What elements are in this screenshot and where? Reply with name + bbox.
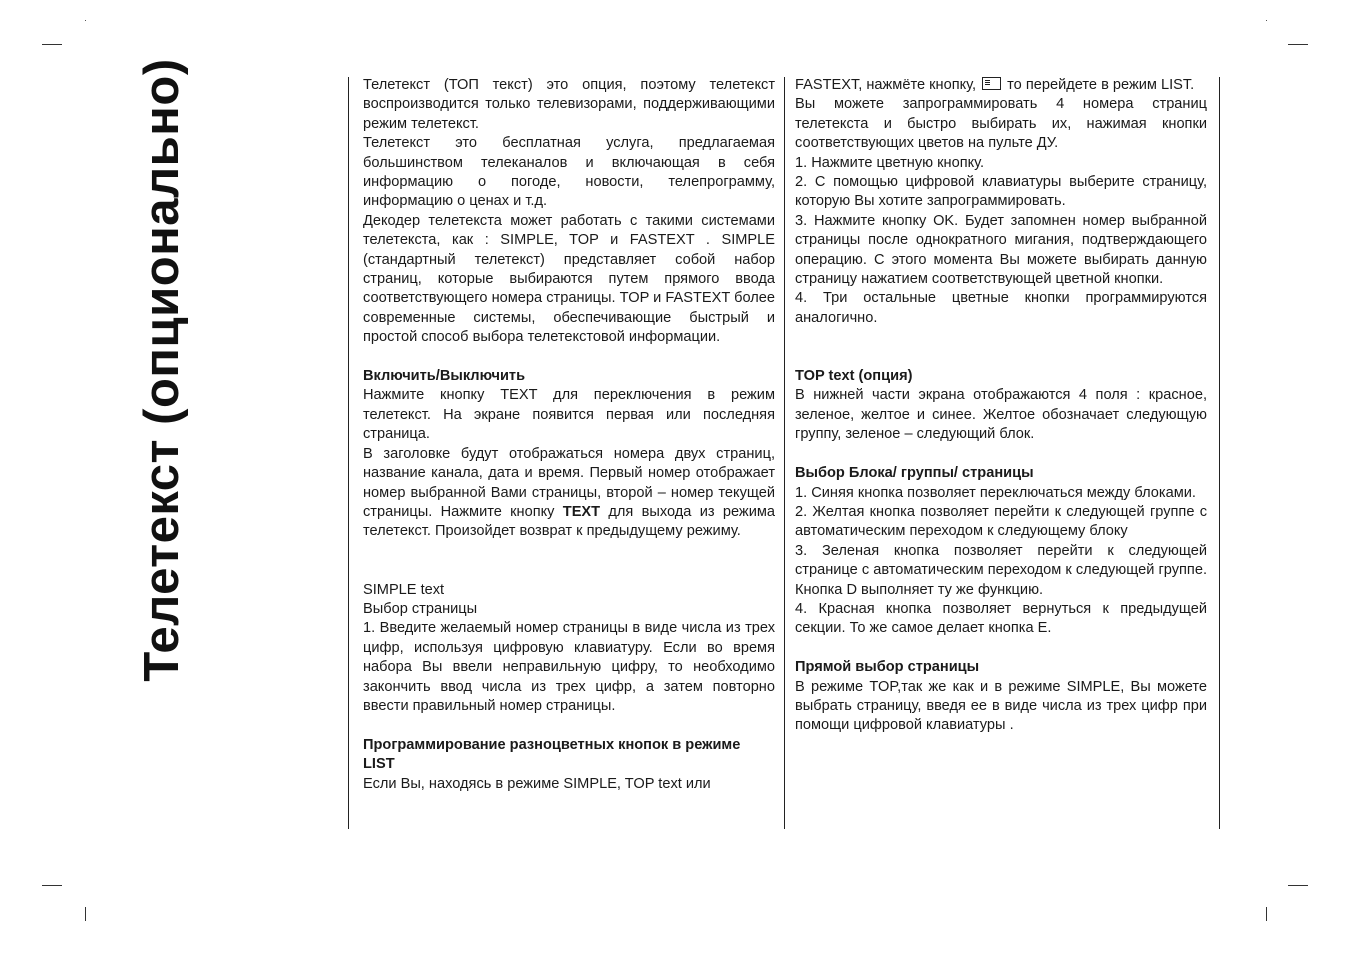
section-heading-onoff: Включить/Выключить [363, 368, 526, 385]
page-title: Телетекст (опционально) [135, 58, 189, 682]
crop-mark [1288, 44, 1308, 45]
intro-paragraph: Декодер телетекста может работать с такими системами телетекста, как : SIMPLE, TOP и FASTEXT . SIMPLE (стандартный телетекст) представляет собой набор страниц, которые выбираются путем прямого ввода соответствующего номера страницы. TOP и FASTEXT более современные системы, обеспечивающие быстрый и простой способ выбора телетекстовой информации. [363, 212, 775, 346]
programming-paragraph: Если Вы, находясь в режиме SIMPLE, TOP text или [363, 775, 711, 792]
right-column [795, 76, 1207, 736]
programming-paragraph: Вы можете запрограммировать 4 номера страниц телетекста и быстро выбирать их, нажимая кнопки соответствующих цветов на пульте ДУ. [795, 96, 1207, 152]
text-run: В заголовке будут отображаться номера двух страниц, название канала, дата и время. Первый номер отображает номер выбранной Вами страницы, второй – номер текущей страницы. Нажмите кнопку [363, 445, 775, 520]
intro-paragraph: Телетекст это бесплатная услуга, предлагаемая большинством телеканалов и включающая в себя информацию о погоде, новости, телепрограмму, информацию о ценах и т.д. [363, 135, 775, 210]
text-run: то перейдете в режим LIST. [1003, 77, 1195, 93]
text-key-label: TEXT [562, 503, 601, 520]
simple-paragraph: 1. Введите желаемый номер страницы в виде числа из трех цифр, используя цифровую клавиатуру. Если во время набора Вы ввели неправильную цифру, то необходимо закончить ввод числа из трех цифр, а затем повторно ввести правильный номер страницы. [363, 620, 775, 714]
section-heading-top: TOP text (опция) [795, 368, 913, 385]
section-heading-simple: SIMPLE text [363, 581, 445, 598]
step-item: 2. С помощью цифровой клавиатуры выберите страницу, которую Вы хотите запрограммировать. [795, 174, 1207, 210]
crop-mark [1266, 907, 1267, 921]
text-run: FASTEXT, нажмёте кнопку, [795, 77, 981, 93]
block-item: 4. Красная кнопка позволяет вернуться к предыдущей секции. То же самое делает кнопка E. [795, 600, 1207, 637]
list-icon [982, 77, 1001, 90]
top-paragraph: В нижней части экрана отображаются 4 поля : красное, зеленое, желтое и синее. Желтое обозначает следующую группу, зеленое – следующий блок. [795, 387, 1207, 443]
column-rule-right [1219, 77, 1220, 829]
crop-mark [42, 885, 62, 886]
block-item: 2. Желтая кнопка позволяет перейти к следующей группе с автоматическим переходом к следующему блоку [795, 503, 1207, 540]
column-rule-middle [784, 77, 785, 829]
section-heading-programming: Программирование разноцветных кнопок в режиме LIST [363, 736, 741, 773]
subheading-page-select: Выбор страницы [363, 600, 478, 617]
continued-paragraph [795, 76, 1207, 95]
onoff-paragraph: Нажмите кнопку TEXT для переключения в режим телетекст. На экране появится первая или последняя страница. [363, 387, 775, 443]
section-heading-direct: Прямой выбор страницы [795, 659, 980, 676]
block-item: 1. Синяя кнопка позволяет переключаться между блоками. [795, 484, 1196, 501]
column-rule-left [348, 77, 349, 829]
block-item: 3. Зеленая кнопка позволяет перейти к следующей странице с автоматическим переходом к следующей группе. Кнопка D выполняет ту же функцию. [795, 542, 1207, 598]
step-item: 3. Нажмите кнопку OK. Будет запомнен номер выбранной страницы после однократного мигания, подтверждающего операцию. С этого момента Вы можете выбирать данную страницу нажатием соответствующей цветной кнопки. [795, 212, 1207, 288]
step-item: 4. Три остальные цветные кнопки программируются аналогично. [795, 290, 1207, 326]
text-run: для выхода из режима телетекст. Произойдет возврат к предыдущему режиму. [363, 503, 775, 540]
section-heading-block: Выбор Блока/ группы/ страницы [795, 465, 1034, 482]
crop-mark [85, 907, 86, 921]
intro-paragraph: Телетекст (ТОП текст) это опция, поэтому телетекст воспроизводится только телевизорами, поддерживающими режим телетекст. [363, 77, 775, 132]
left-column [363, 76, 775, 794]
crop-mark [42, 44, 62, 45]
step-item: 1. Нажмите цветную кнопку. [795, 154, 985, 171]
crop-mark [1288, 885, 1308, 886]
registration-dot [85, 20, 86, 21]
registration-dot [1266, 20, 1267, 21]
direct-paragraph: В режиме TOP,так же как и в режиме SIMPLE, Вы можете выбрать страницу, введя ее в виде числа из трех цифр при помощи цифровой клавиатуры . [795, 678, 1207, 734]
onoff-paragraph [363, 445, 775, 542]
